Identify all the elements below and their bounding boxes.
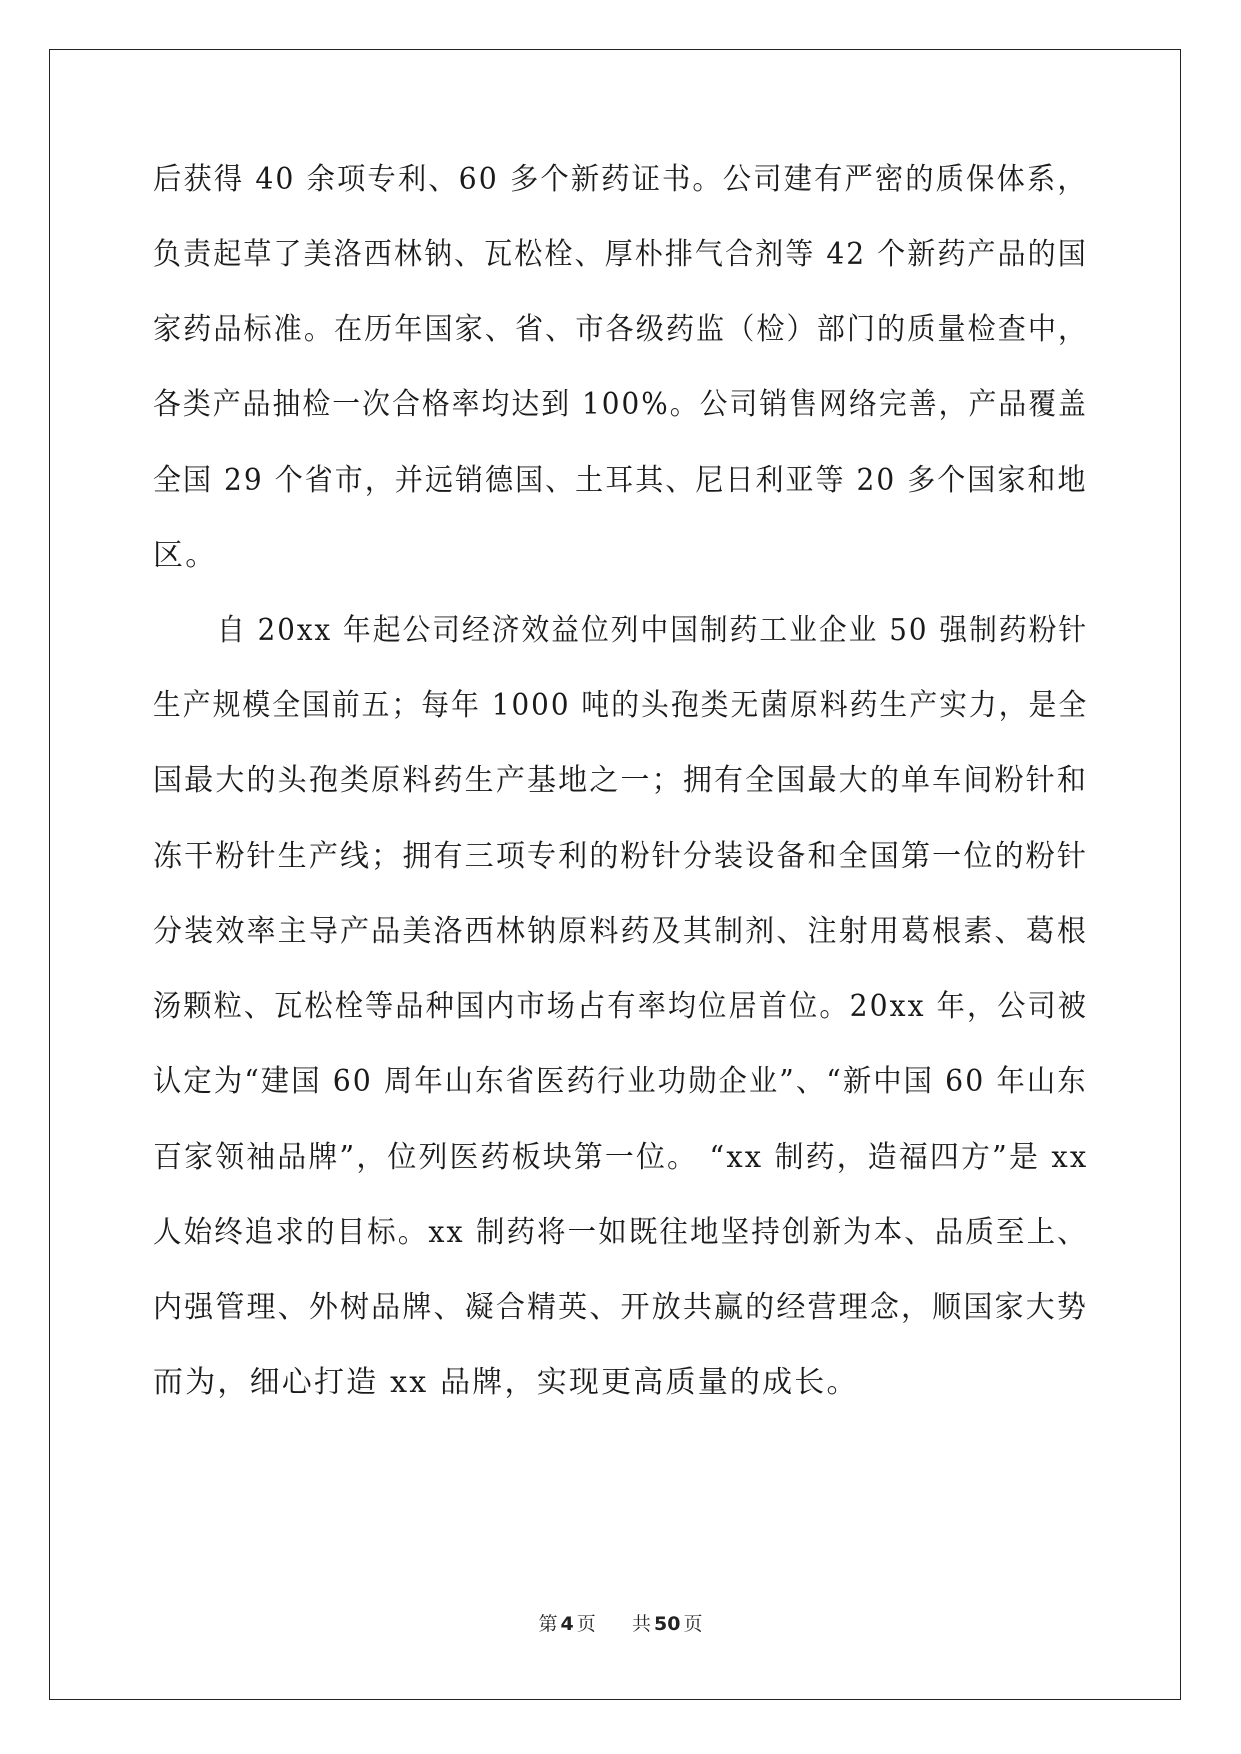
text-line: 百家领袖品牌”，位列医药板块第一位。 “xx 制药，造福四方”是 xx (153, 1140, 1089, 1175)
page-prefix: 第 (538, 1613, 558, 1635)
text-line: 国最大的头孢类原料药生产基地之一；拥有全国最大的单车间粉针和 (153, 763, 1088, 798)
text-line: 家药品标准。在历年国家、省、市各级药监（检）部门的质量检查中， (153, 312, 1089, 347)
text-line: 负责起草了美洛西林钠、瓦松栓、厚朴排气合剂等 42 个新药产品的国 (153, 237, 1088, 272)
text-line: 区。 (153, 538, 218, 573)
total-pages: 50 (653, 1613, 681, 1635)
text-line: 人始终追求的目标。xx 制药将一如既往地坚持创新为本、品质至上、 (153, 1215, 1088, 1250)
page-footer (0, 1609, 1241, 1636)
text-line: 后获得 40 余项专利、60 多个新药证书。公司建有严密的质保体系， (153, 162, 1088, 197)
text-line: 汤颗粒、瓦松栓等品种国内市场占有率均位居首位。20xx 年，公司被 (153, 989, 1089, 1024)
total-prefix: 共 (631, 1613, 651, 1635)
page-number: 4 (560, 1613, 574, 1635)
text-line: 冻干粉针生产线；拥有三项专利的粉针分装设备和全国第一位的粉针 (153, 839, 1088, 874)
page-suffix: 页 (576, 1613, 596, 1635)
text-line: 全国 29 个省市，并远销德国、土耳其、尼日利亚等 20 多个国家和地 (153, 463, 1088, 498)
page-indicator (536, 1613, 605, 1635)
paragraph-first-line: 自 20xx 年起公司经济效益位列中国制药工业企业 50 强制药粉针 (217, 613, 1089, 648)
text-line: 而为，细心打造 xx 品牌，实现更高质量的成长。 (153, 1365, 859, 1400)
text-line: 认定为“建国 60 周年山东省医药行业功勋企业”、“新中国 60 年山东 (153, 1064, 1088, 1099)
text-line: 内强管理、外树品牌、凝合精英、开放共赢的经营理念，顺国家大势 (153, 1290, 1088, 1325)
text-line: 各类产品抽检一次合格率均达到 100%。公司销售网络完善，产品覆盖 (153, 387, 1088, 422)
total-suffix: 页 (683, 1613, 703, 1635)
total-pages-indicator (629, 1613, 705, 1635)
text-line: 分装效率主导产品美洛西林钠原料药及其制剂、注射用葛根素、葛根 (153, 914, 1088, 949)
text-line: 生产规模全国前五；每年 1000 吨的头孢类无菌原料药生产实力，是全 (153, 688, 1089, 723)
